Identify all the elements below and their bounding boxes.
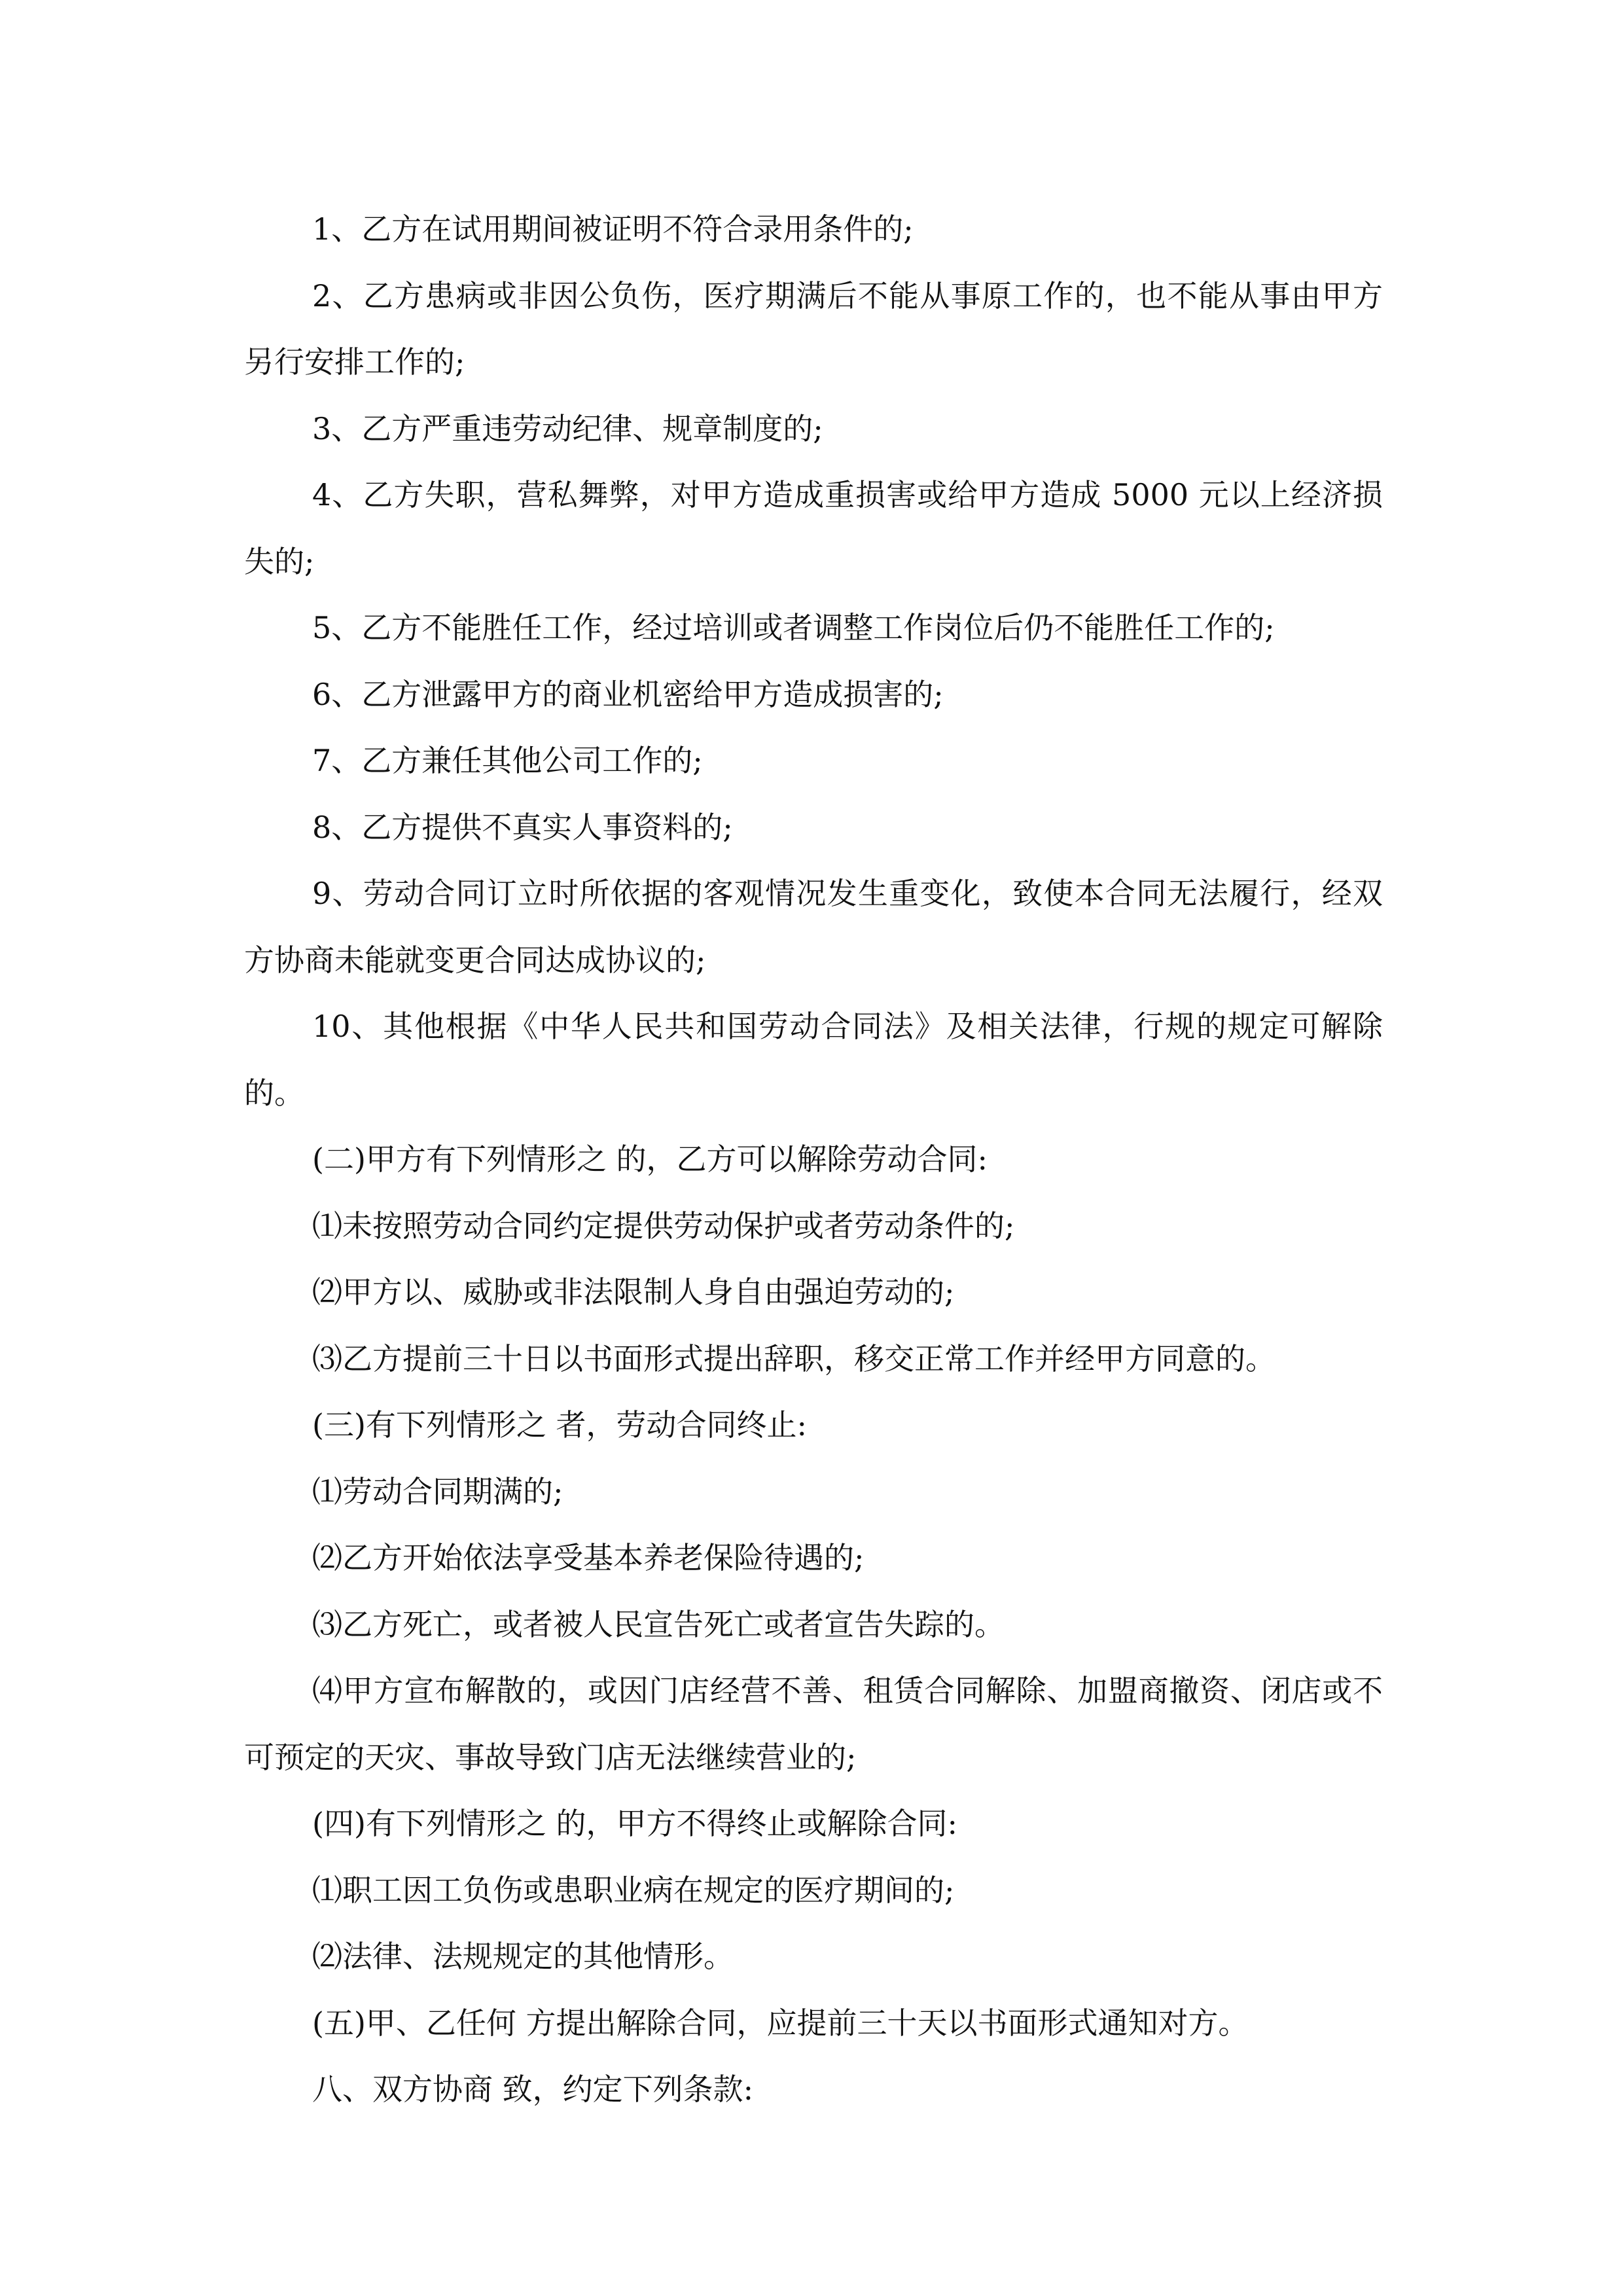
paragraph-item-7: 7、乙方兼任其他公司工作的; xyxy=(312,743,703,778)
paragraph-item-1: 1、乙方在试用期间被证明不符合录用条件的; xyxy=(312,211,914,247)
paragraph-item-3-1: ⑴劳动合同期满的; xyxy=(312,1473,563,1509)
paragraph-item-4: 4、乙方失职，营私舞弊，对甲方造成重损害或给甲方造成 5000 元以上经济损失的; xyxy=(244,477,1383,579)
paragraph-item-2-1: ⑴未按照劳动合同约定提供劳动保护或者劳动条件的; xyxy=(312,1208,1015,1244)
paragraph-item-2-2: ⑵甲方以、威胁或非法限制人身自由强迫劳动的; xyxy=(312,1274,955,1310)
paragraph-item-4-1: ⑴职工因工负伤或患职业病在规定的医疗期间的; xyxy=(312,1872,955,1908)
document-body xyxy=(244,196,1383,2123)
section-heading-5: (五)甲、乙任何 方提出解除合同，应提前三十天以书面形式通知对方。 xyxy=(312,2005,1249,2041)
paragraph-item-2-3: ⑶乙方提前三十日以书面形式提出辞职，移交正常工作并经甲方同意的。 xyxy=(312,1340,1275,1376)
paragraph-item-9: 9、劳动合同订立时所依据的客观情况发生重变化，致使本合同无法履行，经双方协商未能就变更合同达成协议的; xyxy=(244,876,1383,978)
section-heading-2: (二)甲方有下列情形之 的，乙方可以解除劳动合同: xyxy=(312,1141,988,1177)
paragraph-item-6: 6、乙方泄露甲方的商业机密给甲方造成损害的; xyxy=(312,676,944,712)
paragraph-item-5: 5、乙方不能胜任工作，经过培训或者调整工作岗位后仍不能胜任工作的; xyxy=(312,610,1275,645)
paragraph-item-3-4: ⑷甲方宣布解散的，或因门店经营不善、租赁合同解除、加盟商撤资、闭店或不可预定的天灾、事故导致门店无法继续营业的; xyxy=(244,1673,1383,1775)
paragraph-item-3-2: ⑵乙方开始依法享受基本养老保险待遇的; xyxy=(312,1540,865,1575)
section-heading-4: (四)有下列情形之 的，甲方不得终止或解除合同: xyxy=(312,1806,958,1841)
paragraph-item-8: 8、乙方提供不真实人事资料的; xyxy=(312,809,733,845)
section-heading-3: (三)有下列情形之 者，劳动合同终止: xyxy=(312,1407,808,1443)
paragraph-item-2: 2、乙方患病或非因公负伤，医疗期满后不能从事原工作的，也不能从事由甲方另行安排工作的; xyxy=(244,278,1383,380)
paragraph-item-10: 10、其他根据《中华人民共和国劳动合同法》及相关法律，行规的规定可解除的。 xyxy=(244,1009,1383,1111)
section-heading-8: 八、双方协商 致，约定下列条款: xyxy=(312,2072,754,2107)
paragraph-item-3: 3、乙方严重违劳动纪律、规章制度的; xyxy=(312,410,823,446)
paragraph-item-3-3: ⑶乙方死亡，或者被人民宣告死亡或者宣告失踪的。 xyxy=(312,1606,1005,1642)
paragraph-item-4-2: ⑵法律、法规规定的其他情形。 xyxy=(312,1939,734,1974)
